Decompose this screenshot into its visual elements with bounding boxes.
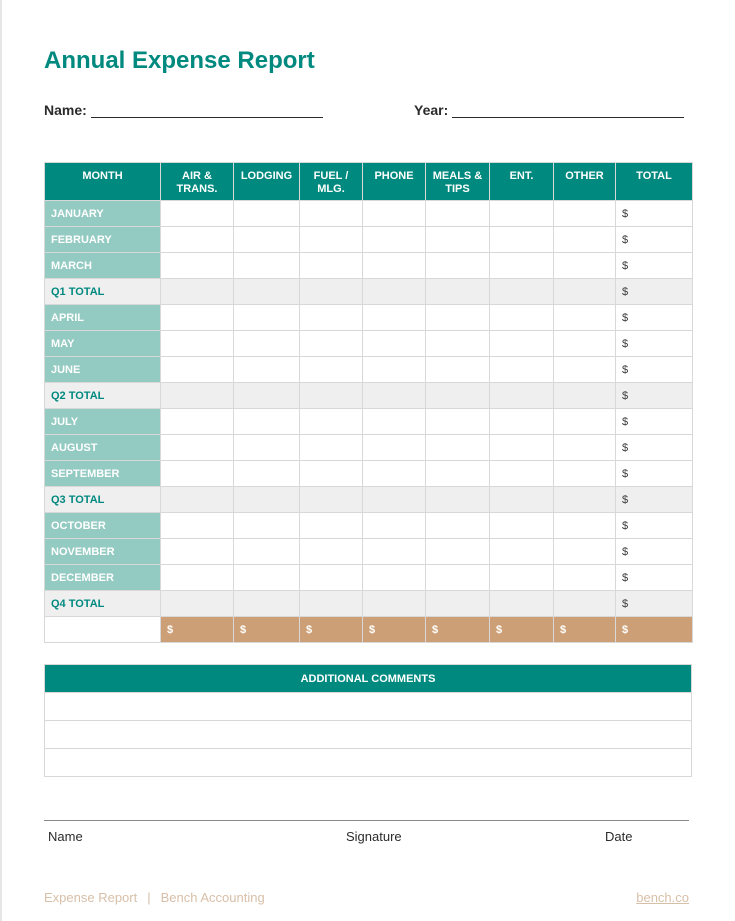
month-label: Q3 TOTAL xyxy=(45,487,161,513)
expense-cell[interactable] xyxy=(426,383,490,409)
month-row xyxy=(45,539,693,565)
month-row xyxy=(45,201,693,227)
expense-cell[interactable] xyxy=(363,305,426,331)
month-label: Q4 TOTAL xyxy=(45,591,161,617)
expense-cell[interactable] xyxy=(234,487,300,513)
row-total-cell[interactable]: $ xyxy=(616,253,693,279)
footer-link[interactable]: bench.co xyxy=(636,890,689,905)
expense-cell[interactable] xyxy=(363,383,426,409)
expense-cell[interactable] xyxy=(426,591,490,617)
signature-label: Signature xyxy=(346,829,402,844)
expense-cell[interactable] xyxy=(490,461,554,487)
page-title: Annual Expense Report xyxy=(44,47,315,74)
expense-cell[interactable] xyxy=(554,201,616,227)
expense-cell[interactable] xyxy=(234,357,300,383)
expense-cell[interactable] xyxy=(161,383,234,409)
expense-cell[interactable] xyxy=(490,591,554,617)
expense-cell[interactable] xyxy=(490,201,554,227)
expense-cell[interactable] xyxy=(426,227,490,253)
row-total-cell[interactable]: $ xyxy=(616,565,693,591)
row-total-cell[interactable]: $ xyxy=(616,435,693,461)
expense-cell[interactable] xyxy=(363,513,426,539)
name-field xyxy=(44,102,323,118)
comment-line[interactable] xyxy=(45,749,692,777)
month-label: FEBRUARY xyxy=(45,227,161,253)
row-total-cell[interactable]: $ xyxy=(616,461,693,487)
month-label: NOVEMBER xyxy=(45,539,161,565)
expense-cell[interactable] xyxy=(490,227,554,253)
expense-cell[interactable] xyxy=(161,357,234,383)
expense-cell[interactable] xyxy=(426,409,490,435)
expense-cell[interactable] xyxy=(300,331,363,357)
row-total-cell[interactable]: $ xyxy=(616,305,693,331)
expense-cell[interactable] xyxy=(234,409,300,435)
expense-cell[interactable] xyxy=(490,513,554,539)
expense-cell[interactable] xyxy=(554,305,616,331)
expense-cell[interactable] xyxy=(490,435,554,461)
row-total-cell[interactable]: $ xyxy=(616,539,693,565)
col-header-air-trans: AIR & TRANS. xyxy=(161,163,234,201)
footer-company: Bench Accounting xyxy=(160,890,265,905)
expense-cell[interactable] xyxy=(300,201,363,227)
expense-cell[interactable] xyxy=(300,357,363,383)
expense-cell[interactable] xyxy=(554,253,616,279)
quarter-total-row xyxy=(45,591,693,617)
month-label: DECEMBER xyxy=(45,565,161,591)
expense-cell[interactable] xyxy=(554,461,616,487)
year-field xyxy=(414,102,684,118)
expense-cell[interactable] xyxy=(490,565,554,591)
col-header-total: TOTAL xyxy=(616,163,693,201)
expense-cell[interactable] xyxy=(554,539,616,565)
expense-cell[interactable] xyxy=(554,357,616,383)
comments-table xyxy=(44,664,692,777)
month-row xyxy=(45,253,693,279)
expense-cell[interactable] xyxy=(426,201,490,227)
month-label: JUNE xyxy=(45,357,161,383)
expense-cell[interactable] xyxy=(554,513,616,539)
expense-cell[interactable] xyxy=(161,253,234,279)
signature-date-label: Date xyxy=(605,829,633,844)
page-edge xyxy=(0,0,2,921)
expense-cell[interactable] xyxy=(300,435,363,461)
expense-cell[interactable] xyxy=(554,409,616,435)
expense-cell[interactable] xyxy=(554,565,616,591)
expense-cell[interactable] xyxy=(300,461,363,487)
name-label: Name: xyxy=(44,102,87,118)
expense-cell[interactable] xyxy=(490,357,554,383)
col-header-ent: ENT. xyxy=(490,163,554,201)
month-row xyxy=(45,357,693,383)
expense-cell[interactable] xyxy=(490,305,554,331)
year-input-line[interactable] xyxy=(452,103,684,118)
month-label: AUGUST xyxy=(45,435,161,461)
expense-cell[interactable] xyxy=(554,331,616,357)
expense-cell[interactable] xyxy=(300,513,363,539)
expense-cell[interactable] xyxy=(426,539,490,565)
row-total-cell[interactable]: $ xyxy=(616,357,693,383)
expense-cell[interactable] xyxy=(161,331,234,357)
expense-cell[interactable] xyxy=(554,435,616,461)
expense-cell[interactable] xyxy=(363,357,426,383)
expense-cell[interactable] xyxy=(161,539,234,565)
expense-cell[interactable] xyxy=(363,435,426,461)
month-row xyxy=(45,513,693,539)
month-row xyxy=(45,305,693,331)
quarter-total-row xyxy=(45,279,693,305)
expense-cell[interactable] xyxy=(363,409,426,435)
expense-cell[interactable] xyxy=(490,487,554,513)
expense-cell[interactable] xyxy=(426,487,490,513)
year-label: Year: xyxy=(414,102,449,118)
col-header-lodging: LODGING xyxy=(234,163,300,201)
expense-cell[interactable] xyxy=(161,435,234,461)
expense-cell[interactable] xyxy=(300,253,363,279)
comment-line[interactable] xyxy=(45,721,692,749)
expense-cell[interactable] xyxy=(161,201,234,227)
name-input-line[interactable] xyxy=(91,103,323,118)
expense-cell[interactable] xyxy=(300,487,363,513)
footer-text xyxy=(44,890,265,905)
expense-cell[interactable] xyxy=(490,539,554,565)
month-label: JULY xyxy=(45,409,161,435)
expense-cell[interactable] xyxy=(490,383,554,409)
expense-cell[interactable] xyxy=(554,227,616,253)
expense-cell[interactable] xyxy=(161,279,234,305)
month-label: SEPTEMBER xyxy=(45,461,161,487)
col-header-meals: MEALS & TIPS xyxy=(426,163,490,201)
expense-cell[interactable] xyxy=(234,383,300,409)
expense-cell[interactable] xyxy=(234,435,300,461)
expense-cell[interactable] xyxy=(300,565,363,591)
expense-cell[interactable] xyxy=(161,305,234,331)
row-total-cell[interactable]: $ xyxy=(616,591,693,617)
expense-cell[interactable] xyxy=(363,487,426,513)
expense-cell[interactable] xyxy=(161,461,234,487)
expense-cell[interactable] xyxy=(234,565,300,591)
month-row xyxy=(45,227,693,253)
grand-total-row xyxy=(45,617,693,643)
comments-header: ADDITIONAL COMMENTS xyxy=(45,665,692,693)
quarter-total-row xyxy=(45,383,693,409)
expense-cell[interactable] xyxy=(426,435,490,461)
expense-cell[interactable] xyxy=(363,227,426,253)
grand-total-cell[interactable]: $ xyxy=(161,617,234,643)
expense-cell[interactable] xyxy=(363,331,426,357)
row-total-cell[interactable]: $ xyxy=(616,513,693,539)
expense-cell[interactable] xyxy=(234,461,300,487)
expense-cell[interactable] xyxy=(234,305,300,331)
grand-total-cell[interactable]: $ xyxy=(490,617,554,643)
expense-cell[interactable] xyxy=(234,331,300,357)
expense-cell[interactable] xyxy=(426,331,490,357)
month-label: JANUARY xyxy=(45,201,161,227)
grand-total-cell[interactable]: $ xyxy=(300,617,363,643)
expense-cell[interactable] xyxy=(490,279,554,305)
month-row xyxy=(45,461,693,487)
signature-line[interactable] xyxy=(44,820,689,821)
expense-cell[interactable] xyxy=(426,253,490,279)
expense-cell[interactable] xyxy=(363,461,426,487)
expense-cell[interactable] xyxy=(490,253,554,279)
expense-cell[interactable] xyxy=(161,513,234,539)
expense-cell[interactable] xyxy=(490,409,554,435)
col-header-other: OTHER xyxy=(554,163,616,201)
expense-cell[interactable] xyxy=(161,591,234,617)
expense-cell[interactable] xyxy=(234,539,300,565)
expense-cell[interactable] xyxy=(554,383,616,409)
month-label: MAY xyxy=(45,331,161,357)
grand-total-cell[interactable]: $ xyxy=(426,617,490,643)
month-label: APRIL xyxy=(45,305,161,331)
expense-cell[interactable] xyxy=(363,565,426,591)
quarter-total-row xyxy=(45,487,693,513)
expense-cell[interactable] xyxy=(300,409,363,435)
expense-cell[interactable] xyxy=(161,487,234,513)
grand-total-label-cell xyxy=(45,617,161,643)
expense-cell[interactable] xyxy=(234,253,300,279)
row-total-cell[interactable]: $ xyxy=(616,487,693,513)
expense-cell[interactable] xyxy=(300,227,363,253)
footer-doc-name: Expense Report xyxy=(44,890,138,905)
month-label: OCTOBER xyxy=(45,513,161,539)
expense-cell[interactable] xyxy=(234,279,300,305)
expense-cell[interactable] xyxy=(363,539,426,565)
grand-total-cell[interactable]: $ xyxy=(234,617,300,643)
row-total-cell[interactable]: $ xyxy=(616,201,693,227)
expense-cell[interactable] xyxy=(426,461,490,487)
row-total-cell[interactable]: $ xyxy=(616,409,693,435)
expense-cell[interactable] xyxy=(161,409,234,435)
col-header-month: MONTH xyxy=(45,163,161,201)
row-total-cell[interactable]: $ xyxy=(616,279,693,305)
month-row xyxy=(45,331,693,357)
month-label: MARCH xyxy=(45,253,161,279)
col-header-fuel: FUEL / MLG. xyxy=(300,163,363,201)
expense-cell[interactable] xyxy=(554,591,616,617)
expense-cell[interactable] xyxy=(234,201,300,227)
expense-cell[interactable] xyxy=(161,227,234,253)
signature-name-label: Name xyxy=(48,829,83,844)
expense-cell[interactable] xyxy=(234,227,300,253)
expense-cell[interactable] xyxy=(363,591,426,617)
col-header-phone: PHONE xyxy=(363,163,426,201)
header-row xyxy=(45,163,693,201)
grand-total-cell[interactable]: $ xyxy=(616,617,693,643)
comment-line[interactable] xyxy=(45,693,692,721)
expense-cell[interactable] xyxy=(426,357,490,383)
expense-cell[interactable] xyxy=(161,565,234,591)
expense-cell[interactable] xyxy=(426,513,490,539)
expense-table xyxy=(44,162,693,643)
grand-total-cell[interactable]: $ xyxy=(554,617,616,643)
expense-cell[interactable] xyxy=(363,279,426,305)
month-label: Q1 TOTAL xyxy=(45,279,161,305)
expense-cell[interactable] xyxy=(234,513,300,539)
expense-cell[interactable] xyxy=(300,539,363,565)
expense-cell[interactable] xyxy=(363,201,426,227)
month-label: Q2 TOTAL xyxy=(45,383,161,409)
month-row xyxy=(45,435,693,461)
row-total-cell[interactable]: $ xyxy=(616,227,693,253)
expense-cell[interactable] xyxy=(426,305,490,331)
expense-cell[interactable] xyxy=(554,487,616,513)
expense-body xyxy=(45,201,693,643)
expense-cell[interactable] xyxy=(300,279,363,305)
expense-cell[interactable] xyxy=(300,305,363,331)
footer-separator: | xyxy=(147,890,151,905)
grand-total-cell[interactable]: $ xyxy=(363,617,426,643)
row-total-cell[interactable]: $ xyxy=(616,331,693,357)
expense-cell[interactable] xyxy=(426,565,490,591)
expense-cell[interactable] xyxy=(300,591,363,617)
expense-cell[interactable] xyxy=(554,279,616,305)
expense-cell[interactable] xyxy=(363,253,426,279)
expense-cell[interactable] xyxy=(426,279,490,305)
month-row xyxy=(45,565,693,591)
expense-cell[interactable] xyxy=(490,331,554,357)
expense-cell[interactable] xyxy=(234,591,300,617)
month-row xyxy=(45,409,693,435)
expense-cell[interactable] xyxy=(300,383,363,409)
row-total-cell[interactable]: $ xyxy=(616,383,693,409)
